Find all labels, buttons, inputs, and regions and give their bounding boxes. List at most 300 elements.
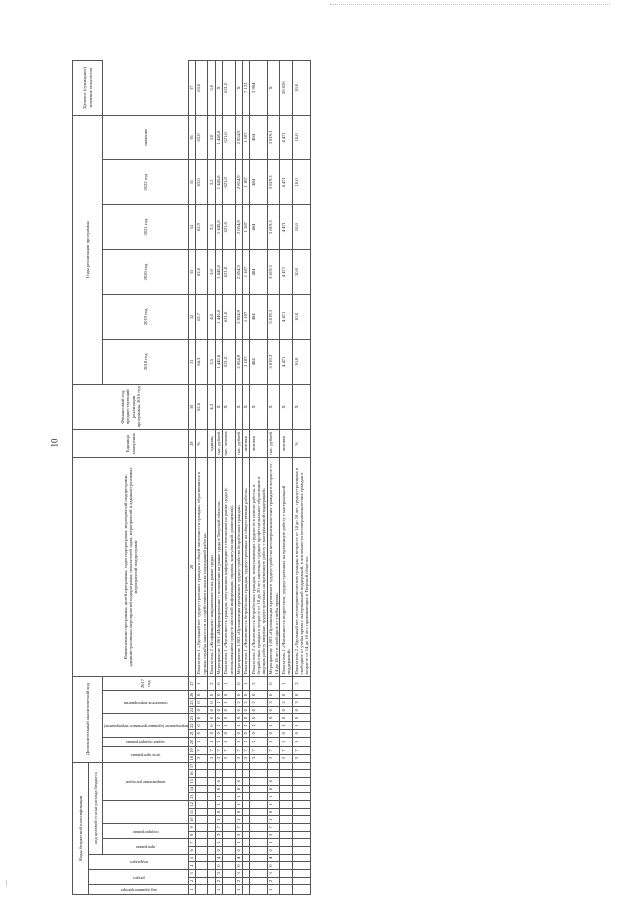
code-cell: 0 [215, 676, 222, 691]
code-cell: 0 [293, 706, 311, 714]
code-cell [242, 869, 249, 877]
code-cell: 0 [208, 706, 215, 714]
direction-header [103, 762, 189, 800]
year-value-cell: 621,0 [222, 339, 235, 384]
code-cell: 0 [267, 706, 280, 714]
code-cell: 1 [242, 676, 249, 691]
code-cell: 0 [208, 699, 215, 707]
activity-label: мероприятие (административное мероприятие) [103, 723, 188, 729]
code-cell: 7 [215, 823, 222, 831]
code-cell: 3 [235, 754, 242, 762]
column-number-cell: 15 [188, 779, 194, 784]
row-fin-2016: 62,6 [195, 384, 208, 429]
year-value-cell: 4 471 [280, 205, 293, 250]
year-value-cell: 1 445,8 [215, 160, 222, 205]
year-value-cell: 63,0 [195, 115, 208, 160]
code-cell: 7 [293, 747, 311, 755]
page-number: 10 [49, 438, 60, 448]
code-cell [293, 839, 311, 847]
code-cell [280, 854, 293, 862]
year-value-cell: 4 471 [280, 294, 293, 339]
code-cell: 7 [250, 747, 268, 755]
code-cell: 0 [235, 862, 242, 870]
row-unit: тыс. рублей [235, 430, 242, 458]
row-target-value: 26 826 [280, 61, 293, 116]
code-cell: 2 [250, 699, 268, 707]
target-value-header: значение [103, 115, 189, 160]
code-cell: 1 [215, 816, 222, 824]
code-cell: 0 [293, 729, 311, 737]
column-number-cell: 37 [189, 61, 195, 116]
code-cell [208, 869, 215, 877]
code-cell: 3 [280, 699, 293, 707]
year-value-cell: 62,7 [195, 294, 208, 339]
code-cell [208, 854, 215, 862]
code-cell [208, 800, 215, 808]
rotated-page-area [72, 60, 632, 895]
code-cell: 0 [195, 729, 208, 737]
code-cell: 7 [242, 747, 249, 755]
code-cell [280, 831, 293, 839]
admin-code-header [89, 885, 189, 895]
table-row [208, 61, 215, 895]
row-fin-2016: Х [242, 384, 249, 429]
year-value-cell: 484 [250, 250, 268, 295]
year-value-cell: 3 819,3 [267, 160, 280, 205]
scan-artifact-top [330, 4, 610, 7]
code-cell [250, 823, 268, 831]
code-cell: 0 [293, 691, 311, 699]
column-number-cell: 1 [189, 885, 195, 895]
column-number-cell: 14 [188, 786, 194, 792]
code-cell: 3 [267, 831, 280, 839]
code-cell [195, 785, 208, 793]
year-2021-header: 2021 год [103, 205, 189, 250]
table-row [242, 61, 249, 895]
code-cell: 3 [280, 754, 293, 762]
code-cell [250, 839, 268, 847]
code-cell: 7 [280, 747, 293, 755]
code-cell: 1 [235, 816, 242, 824]
code-cell: 2 [250, 676, 268, 691]
year-value-cell: 484 [250, 294, 268, 339]
code-cell: 7 [235, 747, 242, 755]
code-cell: 2 [235, 877, 242, 885]
code-cell: 1 [235, 839, 242, 847]
column-number-cell: 12 [188, 802, 194, 807]
code-cell [208, 823, 215, 831]
code-cell: 1 [215, 885, 222, 895]
code-cell [250, 846, 268, 854]
year-value-cell: 10,0 [293, 205, 311, 250]
code-cell [293, 770, 311, 778]
year-value-cell: 1 187 [242, 250, 249, 295]
code-cell: 0 [195, 699, 208, 707]
code-cell [195, 777, 208, 785]
code-cell: 1 [215, 699, 222, 707]
year-value-cell: 2 854,9 [235, 160, 242, 205]
code-cell: 1 [215, 800, 222, 808]
code-cell [222, 839, 235, 847]
column-number-cell: 4 [189, 862, 195, 870]
column-number-cell: 28 [189, 458, 195, 676]
year-value-cell: 3,0 [208, 115, 215, 160]
code-cell: 0 [242, 714, 249, 722]
year-value-cell: 484 [250, 339, 268, 384]
name-column-header: Наименование программы, целей программы, задач подпрограмм, мероприятий подпрограмм, административных мероприятий подпрограмм, показателей задач, мероприятий и административных мероприятий подпрограмм [73, 458, 189, 676]
year-value-cell: 1 445,8 [215, 339, 222, 384]
year-2017-header: 2017 год [103, 676, 189, 691]
year-value-cell: 1 187 [242, 294, 249, 339]
year-value-cell: 4 471 [280, 250, 293, 295]
code-cell [280, 762, 293, 770]
year-value-cell: 63,0 [195, 160, 208, 205]
code-cell [242, 777, 249, 785]
code-cell: 7 [235, 823, 242, 831]
code-cell [250, 793, 268, 801]
code-cell [215, 770, 222, 778]
year-value-cell: 1 187 [242, 160, 249, 205]
code-cell: 1 [235, 793, 242, 801]
year-value-cell: 621,0 [222, 250, 235, 295]
column-number-cell: 34 [189, 205, 195, 250]
subprogram-code-header [103, 823, 189, 838]
year-value-cell: 1 445,8 [215, 205, 222, 250]
code-cell: 0 [242, 706, 249, 714]
code-cell [242, 831, 249, 839]
year-value-cell: 2 854,9 [235, 115, 242, 160]
row-unit: % [293, 430, 311, 458]
code-cell: 7 [208, 747, 215, 755]
code-cell [222, 762, 235, 770]
code-cell: 0 [267, 862, 280, 870]
code-cell: 0 [222, 714, 235, 722]
row-fin-2016: Х [215, 384, 222, 429]
year-value-cell: 2 854,9 [235, 250, 242, 295]
code-cell: 1 [280, 722, 293, 730]
year-value-cell: 621,0 [222, 294, 235, 339]
year-2019-header: 2019 год [103, 294, 189, 339]
column-number-cell: 33 [189, 250, 195, 295]
code-cell: 0 [242, 729, 249, 737]
code-cell [242, 854, 249, 862]
target-header: Целевое (суммарное) значение показателя [73, 61, 103, 116]
row-unit: человек [280, 430, 293, 458]
code-cell: 4 [215, 854, 222, 862]
code-cell [293, 846, 311, 854]
year-2018-header: 2018 год [103, 339, 189, 384]
code-cell: 7 [215, 747, 222, 755]
table-row [250, 61, 268, 895]
year-value-cell: 3,5 [208, 339, 215, 384]
column-number-cell: 3 [189, 869, 195, 877]
code-cell [293, 831, 311, 839]
task-header [103, 737, 189, 747]
year-value-cell: 621,0 [222, 115, 235, 160]
code-cell [195, 831, 208, 839]
code-cell: 3 [235, 869, 242, 877]
year-value-cell: 1 187 [242, 339, 249, 384]
code-cell: 0 [222, 706, 235, 714]
code-cell [293, 793, 311, 801]
code-cell [242, 885, 249, 895]
code-cell: 0 [267, 785, 280, 793]
code-cell [208, 831, 215, 839]
code-cell [242, 785, 249, 793]
column-number-cell: 5 [189, 854, 195, 862]
code-cell [280, 800, 293, 808]
code-cell [280, 777, 293, 785]
target-item-header: код целевой статьи расхода бюджета [89, 762, 103, 854]
row-target-value: Х [267, 61, 280, 116]
code-cell [195, 793, 208, 801]
code-cell [208, 846, 215, 854]
code-cell [250, 808, 268, 816]
code-cell: 1 [215, 737, 222, 747]
column-number-cell: 29 [189, 430, 195, 458]
row-fin-2016: Х [250, 384, 268, 429]
section-header [89, 869, 189, 884]
code-cell: 2 [235, 699, 242, 707]
code-cell: 0 [195, 714, 208, 722]
code-cell: 4 [267, 854, 280, 862]
column-number-cell: 26 [188, 692, 194, 697]
code-cell [280, 885, 293, 895]
activity-header [103, 714, 189, 737]
code-cell: 0 [235, 691, 242, 699]
row-target-value: 10,0 [293, 61, 311, 116]
code-cell: 3 [267, 869, 280, 877]
task-label: задача подпрограммы [126, 740, 166, 746]
column-number-cell: 35 [189, 160, 195, 205]
code-cell: 1 [222, 676, 235, 691]
year-value-cell: 1 445,8 [215, 294, 222, 339]
code-cell: 3 [195, 754, 208, 762]
code-cell [208, 816, 215, 824]
code-cell: 0 [250, 729, 268, 737]
code-cell: 1 [242, 722, 249, 730]
code-cell [293, 785, 311, 793]
row-unit: человек [250, 430, 268, 458]
code-cell: 0 [235, 729, 242, 737]
year-value-cell: 484 [250, 160, 268, 205]
code-cell [293, 885, 311, 895]
year-value-cell: 621,0 [222, 160, 235, 205]
code-cell [250, 800, 268, 808]
years-header: Годы реализации программы [73, 115, 103, 384]
code-cell: 1 [293, 737, 311, 747]
year-value-cell: 1 445,8 [215, 115, 222, 160]
code-cell [195, 762, 208, 770]
row-unit: тыс. рублей [215, 430, 222, 458]
code-cell: 3 [215, 831, 222, 839]
row-target-value: Х [235, 61, 242, 116]
code-cell [250, 777, 268, 785]
code-cell [293, 777, 311, 785]
code-cell [280, 823, 293, 831]
code-cell [195, 770, 208, 778]
code-cell [222, 823, 235, 831]
column-number-cell: 21 [188, 731, 194, 736]
code-cell: 0 [215, 862, 222, 870]
code-cell: 3 [215, 754, 222, 762]
code-cell [242, 800, 249, 808]
row-fin-2016: Х [280, 384, 293, 429]
column-number-cell: 30 [189, 384, 195, 429]
code-cell: 0 [215, 706, 222, 714]
code-cell [222, 877, 235, 885]
code-cell [250, 770, 268, 778]
code-cell: 0 [250, 714, 268, 722]
code-cell [293, 800, 311, 808]
code-cell [195, 823, 208, 831]
table-row [215, 61, 222, 895]
code-cell [242, 816, 249, 824]
code-cell: 6 [235, 777, 242, 785]
row-target-value: 3,0 [208, 61, 215, 116]
code-cell: 1 [293, 722, 311, 730]
code-cell [208, 839, 215, 847]
code-cell: 1 [267, 793, 280, 801]
code-cell [280, 808, 293, 816]
code-cell: 2 [242, 699, 249, 707]
additional-code-header: Дополнительный аналитический код [73, 676, 103, 762]
column-number-cell: 22 [188, 723, 194, 728]
row-target-value: 2 904 [250, 61, 268, 116]
code-cell: 3 [208, 754, 215, 762]
row-fin-2016: Х [222, 384, 235, 429]
code-cell: 1 [208, 737, 215, 747]
code-cell [250, 816, 268, 824]
table-row [195, 61, 208, 895]
code-cell [195, 816, 208, 824]
column-number-cell: 18 [188, 756, 194, 761]
code-cell: 1 [215, 722, 222, 730]
code-cell: 0 [242, 691, 249, 699]
code-cell: 2 [267, 877, 280, 885]
code-cell: 7 [195, 747, 208, 755]
code-cell: 1 [267, 800, 280, 808]
code-cell [267, 770, 280, 778]
code-cell [222, 854, 235, 862]
code-cell: 0 [293, 714, 311, 722]
column-number-cell: 19 [188, 748, 194, 753]
code-cell: 3 [267, 754, 280, 762]
code-cell [293, 862, 311, 870]
code-cell: 3 [267, 699, 280, 707]
code-cell: 0 [208, 729, 215, 737]
row-target-value: 621,0 [222, 61, 235, 116]
code-cell [195, 800, 208, 808]
row-name: Мероприятие 1.001 «Информирование о положении на рынке труда в Тверской области» [215, 458, 222, 676]
code-cell: 0 [215, 846, 222, 854]
code-cell [215, 762, 222, 770]
code-cell: 0 [235, 846, 242, 854]
column-number-cell: 17 [188, 763, 194, 768]
year-2022-header: 2022 год [103, 160, 189, 205]
code-cell: 3 [222, 754, 235, 762]
year-value-cell: 4 471 [280, 160, 293, 205]
year-value-cell: 3 819,3 [267, 339, 280, 384]
admin-code-label: код администратора [120, 888, 157, 894]
code-cell: 3 [242, 754, 249, 762]
code-cell [250, 877, 268, 885]
code-cell [208, 862, 215, 870]
column-number-cell: 7 [189, 839, 195, 847]
code-cell [208, 762, 215, 770]
code-cell: 7 [267, 747, 280, 755]
column-number-cell: 32 [189, 294, 195, 339]
column-number-cell: 27 [189, 676, 195, 691]
code-cell: 0 [280, 714, 293, 722]
year-2020-header: 2020 год [103, 250, 189, 295]
code-cell: 1 [267, 737, 280, 747]
year-value-cell: 10,0 [293, 115, 311, 160]
year-value-cell: 62,8 [195, 250, 208, 295]
code-cell [208, 885, 215, 895]
code-cell [242, 877, 249, 885]
row-name: Мероприятие 1.002 «Организация временного трудоустройства безработных граждан» [235, 458, 242, 676]
code-cell [242, 862, 249, 870]
code-cell: 0 [215, 691, 222, 699]
subprogram-code-label: подпрограмма [132, 829, 159, 835]
column-number-cell: 13 [188, 794, 194, 799]
code-cell: 0 [235, 706, 242, 714]
code-cell: 1 [222, 737, 235, 747]
column-number-cell: 9 [189, 823, 195, 831]
code-cell: 1 [222, 699, 235, 707]
code-cell [222, 869, 235, 877]
year-value-cell: 10,0 [293, 339, 311, 384]
code-cell: 6 [215, 777, 222, 785]
row-name: Показатель 1 «Удельный вес трудоустроенных граждан в общей численности граждан, обратившихся в органы службы занятости за содействием в поиске подходящей работы» [195, 458, 208, 676]
row-name: Показатель 2 «Коэффициент напряженности на рынке труда» [208, 458, 215, 676]
code-cell: 0 [208, 722, 215, 730]
code-cell [293, 854, 311, 862]
row-unit: % [195, 430, 208, 458]
code-cell: 0 [280, 706, 293, 714]
code-cell [222, 816, 235, 824]
code-cell: 1 [267, 839, 280, 847]
year-value-cell: 2 854,9 [235, 205, 242, 250]
program-table [72, 60, 311, 895]
column-number-cell: 11 [188, 809, 194, 814]
subsection-header [89, 854, 189, 869]
column-number-cell: 16 [188, 771, 194, 776]
code-cell [222, 785, 235, 793]
code-cell: 1 [267, 722, 280, 730]
code-cell [250, 862, 268, 870]
code-cell: 0 [215, 785, 222, 793]
row-target-value: Х [215, 61, 222, 116]
code-cell: 2 [215, 877, 222, 885]
column-number-cell: 23 [188, 715, 194, 720]
code-cell: 0 [215, 729, 222, 737]
code-cell: 0 [235, 785, 242, 793]
program-code-label: программа [136, 844, 156, 850]
code-cell: 1 [235, 800, 242, 808]
direction-label: направление расходов [126, 779, 166, 785]
row-name: Мероприятие 1.003 «Организация временного трудоустройства несовершеннолетних граждан в возрасте от 14 до 18 лет в свободное от учебы время» [267, 458, 280, 676]
year-value-cell: 2 854,9 [235, 339, 242, 384]
code-cell [195, 869, 208, 877]
code-cell [195, 854, 208, 862]
code-cell: 0 [250, 706, 268, 714]
scan-artifact-side [6, 880, 9, 886]
year-value-cell: 3 819,3 [267, 294, 280, 339]
row-fin-2016: Х [293, 384, 311, 429]
code-cell [222, 800, 235, 808]
